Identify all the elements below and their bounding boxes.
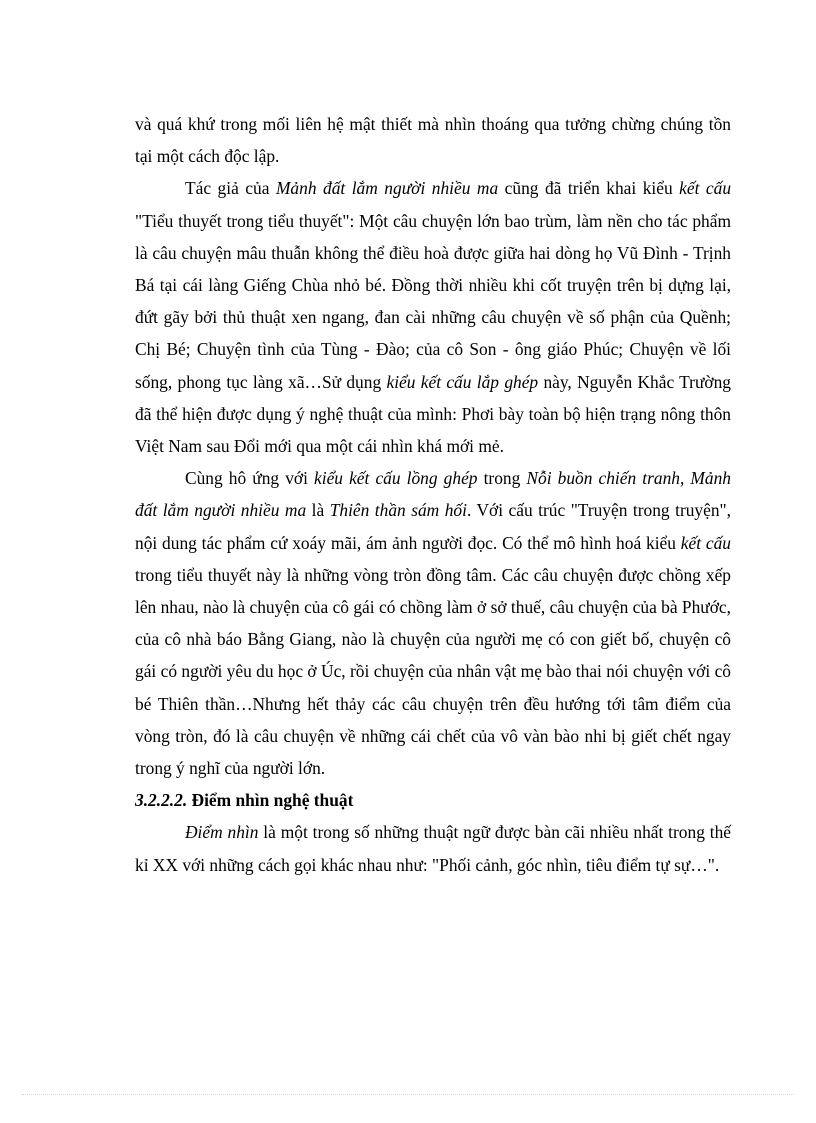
italic-book-title: Thiên thần sám hối — [329, 500, 467, 521]
text-run: cũng đã triển khai kiểu — [498, 178, 680, 199]
footer-divider — [22, 1094, 794, 1095]
text-run: trong tiểu thuyết này là những vòng tròn đồng tâm. Các câu chuyện được chồng xếp lên nhau, nào là chuyện của cô gái có chồng làm ở sở thuế, câu chuyện của bà Phước, của cô nhà báo Bằng Giang, nào là chuyện của người mẹ có con giết bố, chuyện cô gái có người yêu du học ở Úc, rồi chuyện của nhân vật mẹ bào thai nói chuyện với cô bé Thiên thần…Nhưng hết thảy các câu chuyện trên đều hướng tới tâm điểm của vòng tròn, đó là câu chuyện về những cái chết của vô vàn bào nhi bị giết chết ngay trong ý nghĩ của người lớn. — [135, 564, 731, 779]
italic-term: kiểu kết cấu lắp ghép — [386, 371, 539, 392]
italic-term: kiểu kết cấu lồng ghép — [314, 468, 478, 489]
document-body — [135, 108, 731, 881]
text-run: là — [306, 500, 330, 521]
italic-book-title: Mảnh đất lắm người nhiều ma — [275, 178, 499, 199]
italic-term: Điểm nhìn — [185, 822, 259, 843]
paragraph-text: và quá khứ trong mối liên hệ mật thiết mà nhìn thoáng qua tưởng chừng chúng tồn tại một cách độc lập. — [135, 114, 731, 167]
italic-book-title: Nỗi buồn chiến tranh, Mảnh đất lắm người nhiều ma — [135, 468, 731, 521]
text-run: này, Nguyễn Khắc Trường đã thể hiện được dụng ý nghệ thuật của mình: Phơi bày toàn bộ hiện trạng nông thôn Việt Nam sau Đổi mới qua một cái nhìn khá mới mẻ. — [135, 371, 731, 457]
section-number: 3.2.2.2. — [135, 790, 188, 811]
paragraph-thien-than — [135, 462, 731, 784]
text-run: Cùng hô ứng với — [185, 468, 315, 489]
section-title: Điểm nhìn nghệ thuật — [187, 790, 354, 811]
italic-term: kết cấu — [679, 178, 732, 199]
section-heading — [135, 784, 731, 816]
text-run: là một trong số những thuật ngữ được bàn cãi nhiều nhất trong thế kỉ XX với những cách gọi khác nhau như: "Phối cảnh, góc nhìn, tiêu điểm tự sự…". — [135, 822, 731, 875]
italic-term: kết cấu — [680, 532, 731, 553]
paragraph-diem-nhin — [135, 816, 731, 880]
paragraph-manh-dat — [135, 172, 731, 462]
text-run: . Với cấu trúc "Truyện trong truyện", nội dung tác phẩm cứ xoáy mãi, ám ảnh người đọc. Có thể mô hình hoá kiểu — [135, 500, 731, 553]
paragraph-continuation — [135, 108, 731, 172]
text-run: trong — [477, 468, 527, 489]
text-run: "Tiểu thuyết trong tiểu thuyết": Một câu chuyện lớn bao trùm, làm nền cho tác phẩm là câu chuyện mâu thuẫn không thể điều hoà được giữa hai dòng họ Vũ Đình - Trịnh Bá tại cái làng Giếng Chùa nhỏ bé. Đồng thời nhiều khi cốt truyện trên bị dựng lại, đứt gãy bởi thủ thuật xen ngang, đan cài những câu chuyện về số phận của Quềnh; Chị Bé; Chuyện tình của Tùng - Đào; của cô Son - ông giáo Phúc; Chuyện về lối sống, phong tục làng xã…Sử dụng — [135, 210, 731, 392]
text-run: Tác giả của — [185, 178, 276, 199]
